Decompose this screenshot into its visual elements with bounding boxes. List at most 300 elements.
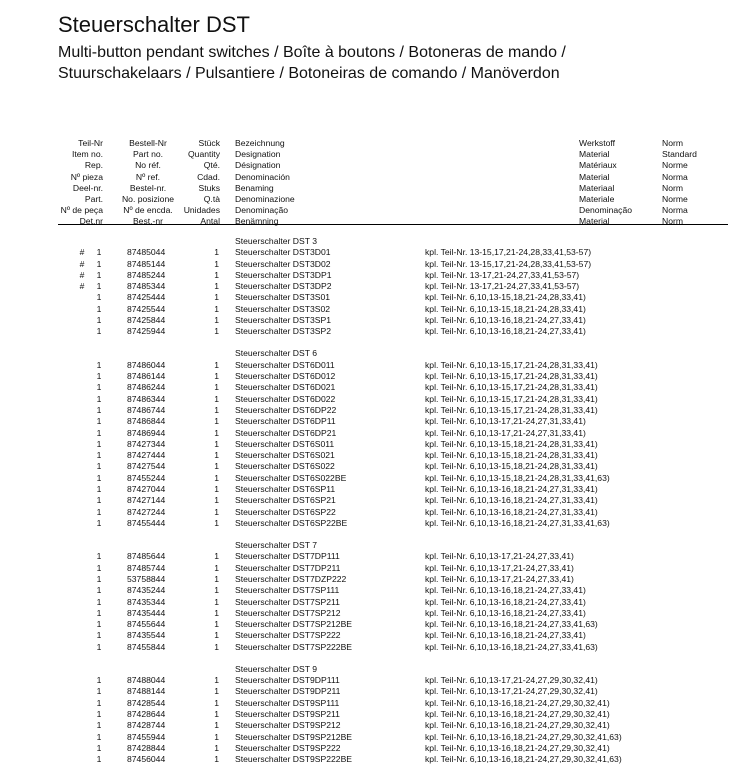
- row-part-no: 87428544: [127, 697, 166, 708]
- row-quantity: 1: [214, 585, 219, 596]
- row-quantity: 1: [214, 607, 219, 618]
- header-label-norm: Norma: [662, 205, 688, 216]
- row-designation: Steuerschalter DST3DP2: [235, 281, 332, 292]
- row-item-no: 1: [96, 731, 102, 742]
- header-label-norm: Norme: [662, 160, 688, 171]
- row-quantity: 1: [214, 742, 219, 753]
- row-remark: kpl. Teil-Nr. 6,10,13-16,18,21-24,27,31,33,41): [425, 506, 598, 517]
- row-designation: Steuerschalter DST7DZP222: [235, 573, 347, 584]
- row-item-no: 1: [96, 382, 102, 393]
- header-label-teil-nr: Item no.: [71, 149, 103, 160]
- row-designation: Steuerschalter DST3SP2: [235, 326, 332, 337]
- row-remark: kpl. Teil-Nr. 6,10,13-16,18,21-24,27,33,41): [425, 326, 586, 337]
- header-label-bestell-nr: No réf.: [135, 160, 161, 171]
- row-remark: kpl. Teil-Nr. 6,10,13-15,18,21-24,28,33,41): [425, 303, 586, 314]
- row-quantity: 1: [214, 359, 219, 370]
- table-row: [0, 292, 748, 303]
- row-remark: kpl. Teil-Nr. 6,10,13-15,17,21-24,28,31,33,41): [425, 382, 598, 393]
- row-designation: Steuerschalter DST6DP11: [235, 416, 336, 427]
- row-designation: Steuerschalter DST6S022: [235, 461, 335, 472]
- row-part-no: 87455244: [127, 472, 166, 483]
- row-item-no: 1: [96, 720, 102, 731]
- row-designation: Steuerschalter DST6DP22: [235, 404, 337, 415]
- row-quantity: 1: [214, 686, 219, 697]
- row-part-no: 87455644: [127, 619, 166, 630]
- row-part-no: 87428744: [127, 720, 166, 731]
- row-item-no: 1: [96, 258, 102, 269]
- header-label-bezeichnung: Désignation: [235, 160, 281, 171]
- row-remark: kpl. Teil-Nr. 6,10,13-15,18,21-24,28,31,33,41): [425, 461, 598, 472]
- row-mark: #: [79, 247, 85, 258]
- row-item-no: 1: [96, 404, 102, 415]
- row-designation: Steuerschalter DST3S01: [235, 292, 331, 303]
- row-item-no: 1: [96, 326, 102, 337]
- row-designation: Steuerschalter DST9SP222BE: [235, 754, 353, 765]
- row-remark: kpl. Teil-Nr. 6,10,13-15,17,21-24,28,31,33,41): [425, 371, 598, 382]
- row-item-no: 1: [96, 562, 102, 573]
- row-part-no: 87488044: [127, 675, 166, 686]
- row-designation: Steuerschalter DST9DP211: [235, 686, 341, 697]
- row-part-no: 87486244: [127, 382, 166, 393]
- row-quantity: 1: [214, 269, 219, 280]
- row-item-no: 1: [96, 472, 102, 483]
- row-remark: kpl. Teil-Nr. 6,10,13-16,18,21-24,27,29,30,32,41): [425, 697, 610, 708]
- row-designation: Steuerschalter DST6SP22: [235, 506, 336, 517]
- row-designation: Steuerschalter DST6S021: [235, 450, 335, 461]
- row-designation: Steuerschalter DST9SP111: [235, 697, 340, 708]
- group-spacer: [0, 529, 748, 540]
- table-row: [0, 675, 748, 686]
- header-label-werkstoff: Material: [579, 216, 610, 227]
- row-part-no: 87485144: [127, 258, 166, 269]
- row-remark: kpl. Teil-Nr. 13-17,21-24,27,33,41,53-57): [425, 269, 580, 280]
- row-designation: Steuerschalter DST9SP212: [235, 720, 341, 731]
- row-mark: #: [79, 269, 85, 280]
- header-bezeichnung: [235, 138, 355, 228]
- row-quantity: 1: [214, 292, 219, 303]
- row-quantity: 1: [214, 720, 219, 731]
- header-label-bezeichnung: Denominação: [235, 205, 289, 216]
- parts-table: [0, 236, 748, 765]
- row-item-no: 1: [96, 416, 102, 427]
- row-remark: kpl. Teil-Nr. 6,10,13-16,18,21-24,27,33,41): [425, 607, 586, 618]
- row-item-no: 1: [96, 506, 102, 517]
- row-part-no: 87488144: [127, 686, 166, 697]
- table-row: [0, 360, 748, 371]
- row-remark: kpl. Teil-Nr. 13-17,21-24,27,33,41,53-57): [425, 281, 580, 292]
- header-stueck: [172, 138, 220, 228]
- row-item-no: 1: [96, 461, 102, 472]
- row-quantity: 1: [214, 303, 219, 314]
- row-quantity: 1: [214, 258, 219, 269]
- header-label-werkstoff: Materiaal: [579, 182, 615, 193]
- table-row: [0, 495, 748, 506]
- header-label-bestell-nr: Bestel-nr.: [129, 182, 167, 193]
- row-remark: kpl. Teil-Nr. 6,10,13-15,17,21-24,28,31,33,41): [425, 404, 598, 415]
- row-quantity: 1: [214, 495, 219, 506]
- row-part-no: 87425444: [127, 292, 166, 303]
- group-spacer: [0, 653, 748, 664]
- row-quantity: 1: [214, 619, 219, 630]
- row-item-no: 1: [96, 630, 102, 641]
- row-quantity: 1: [214, 517, 219, 528]
- row-item-no: 1: [96, 303, 102, 314]
- row-item-no: 1: [96, 754, 102, 765]
- row-remark: kpl. Teil-Nr. 6,10,13-16,18,21-24,27,33,41): [425, 596, 586, 607]
- table-row: [0, 382, 748, 393]
- row-part-no: 53758844: [127, 573, 166, 584]
- row-item-no: 1: [96, 607, 102, 618]
- row-quantity: 1: [214, 562, 219, 573]
- header-label-bezeichnung: Denominación: [235, 171, 290, 182]
- row-part-no: 87435244: [127, 585, 166, 596]
- row-item-no: 1: [96, 484, 102, 495]
- row-quantity: 1: [214, 708, 219, 719]
- table-row: [0, 597, 748, 608]
- row-quantity: 1: [214, 596, 219, 607]
- header-label-bezeichnung: Benämning: [235, 216, 279, 227]
- row-remark: kpl. Teil-Nr. 6,10,13-17,21-24,27,33,41): [425, 551, 574, 562]
- row-designation: Steuerschalter DST6SP11: [235, 484, 336, 495]
- table-row: [0, 247, 748, 258]
- group-heading: [0, 540, 748, 551]
- table-row: [0, 450, 748, 461]
- header-label-teil-nr: Det.nr: [79, 216, 103, 227]
- page-title: Steuerschalter DST: [58, 12, 250, 37]
- table-row: [0, 732, 748, 743]
- row-part-no: 87486844: [127, 416, 166, 427]
- row-quantity: 1: [214, 573, 219, 584]
- row-remark: kpl. Teil-Nr. 6,10,13-16,18,21-24,27,33,41): [425, 315, 586, 326]
- row-part-no: 87485644: [127, 551, 166, 562]
- group-heading-text: Steuerschalter DST 3: [235, 236, 317, 246]
- table-row: [0, 709, 748, 720]
- table-row: [0, 551, 748, 562]
- row-quantity: 1: [214, 551, 219, 562]
- row-quantity: 1: [214, 697, 219, 708]
- row-quantity: 1: [214, 484, 219, 495]
- row-designation: Steuerschalter DST3DP1: [235, 269, 332, 280]
- row-remark: kpl. Teil-Nr. 6,10,13-16,18,21-24,27,33,41,63): [425, 641, 598, 652]
- header-label-stueck: Stuks: [198, 182, 220, 193]
- row-item-no: 1: [96, 393, 102, 404]
- row-remark: kpl. Teil-Nr. 6,10,13-16,18,21-24,27,29,30,32,41,63): [425, 731, 622, 742]
- header-label-stueck: Stück: [198, 138, 220, 148]
- table-row: [0, 281, 748, 292]
- row-quantity: 1: [214, 461, 219, 472]
- row-designation: Steuerschalter DST7SP222BE: [235, 641, 353, 652]
- table-row: [0, 507, 748, 518]
- row-part-no: 87425944: [127, 326, 166, 337]
- row-remark: kpl. Teil-Nr. 6,10,13-15,18,21-24,28,31,33,41): [425, 450, 598, 461]
- header-label-stueck: Q.tà: [203, 194, 220, 205]
- row-item-no: 1: [96, 315, 102, 326]
- header-label-bestell-nr: Nº ref.: [135, 171, 161, 182]
- row-remark: kpl. Teil-Nr. 6,10,13-16,18,21-24,27,29,30,32,41): [425, 708, 610, 719]
- row-quantity: 1: [214, 326, 219, 337]
- header-label-stueck: Unidades: [183, 205, 220, 216]
- row-remark: kpl. Teil-Nr. 6,10,13-15,17,21-24,28,31,33,41): [425, 359, 598, 370]
- row-remark: kpl. Teil-Nr. 6,10,13-17,21-24,27,29,30,32,41): [425, 686, 598, 697]
- row-part-no: 87455844: [127, 641, 166, 652]
- row-designation: Steuerschalter DST9SP222: [235, 742, 341, 753]
- row-part-no: 87486144: [127, 371, 166, 382]
- header-label-stueck: Cdad.: [197, 171, 220, 182]
- row-remark: kpl. Teil-Nr. 6,10,13-17,21-24,27,29,30,32,41): [425, 675, 598, 686]
- header-label-stueck: Qté.: [203, 160, 220, 171]
- row-part-no: 87425844: [127, 315, 166, 326]
- group-heading: [0, 236, 748, 247]
- row-designation: Steuerschalter DST6D011: [235, 359, 335, 370]
- row-item-no: 1: [96, 742, 102, 753]
- header-norm: [662, 138, 722, 228]
- group-heading-text: Steuerschalter DST 7: [235, 540, 317, 551]
- row-designation: Steuerschalter DST6SP22BE: [235, 517, 348, 528]
- row-remark: kpl. Teil-Nr. 6,10,13-16,18,21-24,27,31,33,41): [425, 484, 598, 495]
- table-row: [0, 473, 748, 484]
- row-part-no: 87456044: [127, 754, 166, 765]
- header-label-bestell-nr: Best.-nr: [132, 216, 164, 227]
- row-designation: Steuerschalter DST9DP111: [235, 675, 340, 686]
- table-row: [0, 270, 748, 281]
- table-row: [0, 585, 748, 596]
- table-row: [0, 484, 748, 495]
- table-row: [0, 608, 748, 619]
- row-item-no: 1: [96, 292, 102, 303]
- row-item-no: 1: [96, 281, 102, 292]
- row-designation: Steuerschalter DST3SP1: [235, 315, 332, 326]
- table-row: [0, 698, 748, 709]
- table-row: [0, 518, 748, 529]
- row-quantity: 1: [214, 371, 219, 382]
- row-designation: Steuerschalter DST7SP211: [235, 596, 340, 607]
- row-item-no: 1: [96, 686, 102, 697]
- row-designation: Steuerschalter DST6S011: [235, 438, 335, 449]
- row-designation: Steuerschalter DST3D02: [235, 258, 331, 269]
- row-quantity: 1: [214, 416, 219, 427]
- subtitle-line: Multi-button pendant switches / Boîte à boutons / Botoneras de mando /: [58, 44, 566, 61]
- row-remark: kpl. Teil-Nr. 6,10,13-16,18,21-24,27,33,41): [425, 585, 586, 596]
- row-part-no: 87435344: [127, 596, 166, 607]
- row-remark: kpl. Teil-Nr. 6,10,13-17,21-24,27,31,33,41): [425, 427, 586, 438]
- row-quantity: 1: [214, 675, 219, 686]
- group-heading-text: Steuerschalter DST 9: [235, 663, 317, 674]
- row-quantity: 1: [214, 438, 219, 449]
- header-label-werkstoff: Material: [579, 149, 610, 160]
- row-remark: kpl. Teil-Nr. 6,10,13-15,17,21-24,28,31,33,41): [425, 393, 598, 404]
- row-designation: Steuerschalter DST7DP111: [235, 551, 340, 562]
- row-quantity: 1: [214, 281, 219, 292]
- row-designation: Steuerschalter DST6D012: [235, 371, 336, 382]
- row-designation: Steuerschalter DST9SP211: [235, 708, 340, 719]
- row-remark: kpl. Teil-Nr. 6,10,13-15,18,21-24,28,33,41): [425, 292, 586, 303]
- row-item-no: 1: [96, 619, 102, 630]
- row-quantity: 1: [214, 731, 219, 742]
- row-designation: Steuerschalter DST7SP222: [235, 630, 341, 641]
- table-row: [0, 720, 748, 731]
- row-item-no: 1: [96, 573, 102, 584]
- row-designation: Steuerschalter DST6D022: [235, 393, 336, 404]
- row-part-no: 87455444: [127, 517, 166, 528]
- row-remark: kpl. Teil-Nr. 6,10,13-15,18,21-24,28,31,33,41): [425, 438, 598, 449]
- row-quantity: 1: [214, 393, 219, 404]
- header-label-teil-nr: Part.: [84, 194, 103, 205]
- header-label-bezeichnung: Benaming: [235, 182, 274, 193]
- header-label-bezeichnung: Designation: [235, 149, 281, 160]
- group-heading: [0, 348, 748, 359]
- header-werkstoff: [579, 138, 654, 228]
- row-part-no: 87427544: [127, 461, 166, 472]
- header-label-bestell-nr: Part no.: [132, 149, 164, 160]
- row-designation: Steuerschalter DST3S02: [235, 303, 331, 314]
- row-quantity: 1: [214, 754, 219, 765]
- group-heading-text: Steuerschalter DST 6: [235, 348, 317, 359]
- row-part-no: 87435544: [127, 630, 166, 641]
- header-label-norm: Norme: [662, 194, 688, 205]
- row-item-no: 1: [96, 596, 102, 607]
- row-item-no: 1: [96, 551, 102, 562]
- row-remark: kpl. Teil-Nr. 13-15,17,21-24,28,33,41,53-57): [425, 258, 592, 269]
- header-label-bezeichnung: Denominazione: [235, 194, 295, 205]
- header-divider: [58, 224, 728, 225]
- row-designation: Steuerschalter DST7SP212BE: [235, 619, 353, 630]
- page-subtitle: [58, 42, 738, 84]
- header-label-werkstoff: Material: [579, 171, 610, 182]
- row-quantity: 1: [214, 382, 219, 393]
- row-remark: kpl. Teil-Nr. 6,10,13-16,18,21-24,27,29,30,32,41): [425, 720, 610, 731]
- header-label-norm: Norma: [662, 171, 688, 182]
- table-row: [0, 394, 748, 405]
- row-remark: kpl. Teil-Nr. 6,10,13-17,21-24,27,31,33,41): [425, 416, 586, 427]
- row-part-no: 87485244: [127, 269, 166, 280]
- row-item-no: 1: [96, 708, 102, 719]
- table-row: [0, 326, 748, 337]
- row-quantity: 1: [214, 247, 219, 258]
- row-item-no: 1: [96, 675, 102, 686]
- row-part-no: 87427144: [127, 495, 166, 506]
- row-mark: #: [79, 281, 85, 292]
- group-heading: [0, 664, 748, 675]
- table-row: [0, 754, 748, 765]
- header-label-bestell-nr: Nº de encda.: [123, 205, 173, 216]
- header-label-werkstoff: Materiale: [579, 194, 615, 205]
- row-item-no: 1: [96, 450, 102, 461]
- row-remark: kpl. Teil-Nr. 6,10,13-16,18,21-24,27,33,41,63): [425, 619, 598, 630]
- row-item-no: 1: [96, 585, 102, 596]
- row-part-no: 87435444: [127, 607, 166, 618]
- table-row: [0, 315, 748, 326]
- row-part-no: 87428844: [127, 742, 166, 753]
- header-label-norm: Norm: [662, 138, 684, 148]
- row-remark: kpl. Teil-Nr. 6,10,13-15,18,21-24,28,31,33,41,63): [425, 472, 610, 483]
- table-row: [0, 563, 748, 574]
- row-item-no: 1: [96, 438, 102, 449]
- row-quantity: 1: [214, 472, 219, 483]
- header-label-werkstoff: Werkstoff: [579, 138, 615, 148]
- row-remark: kpl. Teil-Nr. 6,10,13-16,18,21-24,27,31,33,41): [425, 495, 598, 506]
- row-item-no: 1: [96, 359, 102, 370]
- row-part-no: 87428644: [127, 708, 166, 719]
- table-row: [0, 428, 748, 439]
- row-designation: Steuerschalter DST7DP211: [235, 562, 341, 573]
- row-quantity: 1: [214, 641, 219, 652]
- row-part-no: 87486044: [127, 359, 166, 370]
- row-remark: kpl. Teil-Nr. 6,10,13-16,18,21-24,27,29,30,32,41): [425, 742, 610, 753]
- table-row: [0, 619, 748, 630]
- row-quantity: 1: [214, 427, 219, 438]
- row-part-no: 87427244: [127, 506, 166, 517]
- row-item-no: 1: [96, 697, 102, 708]
- header-label-teil-nr: Nº de peça: [60, 205, 103, 216]
- header-label-stueck: Quantity: [187, 149, 220, 160]
- row-item-no: 1: [96, 269, 102, 280]
- table-row: [0, 371, 748, 382]
- group-spacer: [0, 338, 748, 349]
- table-row: [0, 439, 748, 450]
- row-item-no: 1: [96, 641, 102, 652]
- row-item-no: 1: [96, 247, 102, 258]
- row-part-no: 87486944: [127, 427, 166, 438]
- row-part-no: 87427044: [127, 484, 166, 495]
- row-item-no: 1: [96, 517, 102, 528]
- table-row: [0, 686, 748, 697]
- header-label-teil-nr: Nº pieza: [70, 171, 103, 182]
- row-quantity: 1: [214, 506, 219, 517]
- row-designation: Steuerschalter DST6D021: [235, 382, 336, 393]
- header-label-werkstoff: Denominação: [579, 205, 633, 216]
- table-row: [0, 259, 748, 270]
- row-part-no: 87485344: [127, 281, 166, 292]
- header-label-bezeichnung: Bezeichnung: [235, 138, 285, 148]
- row-quantity: 1: [214, 404, 219, 415]
- row-item-no: 1: [96, 371, 102, 382]
- row-remark: kpl. Teil-Nr. 6,10,13-17,21-24,27,33,41): [425, 562, 574, 573]
- row-remark: kpl. Teil-Nr. 6,10,13-17,21-24,27,33,41): [425, 573, 574, 584]
- row-part-no: 87486344: [127, 393, 166, 404]
- table-row: [0, 574, 748, 585]
- header-label-werkstoff: Matériaux: [579, 160, 617, 171]
- table-row: [0, 405, 748, 416]
- header-label-teil-nr: Teil-Nr: [78, 138, 103, 148]
- table-row: [0, 416, 748, 427]
- row-designation: Steuerschalter DST6SP21: [235, 495, 336, 506]
- row-part-no: 87455944: [127, 731, 166, 742]
- table-row: [0, 642, 748, 653]
- row-quantity: 1: [214, 315, 219, 326]
- header-label-teil-nr: Rep.: [84, 160, 103, 171]
- row-remark: kpl. Teil-Nr. 6,10,13-16,18,21-24,27,31,33,41,63): [425, 517, 610, 528]
- row-item-no: 1: [96, 427, 102, 438]
- row-designation: Steuerschalter DST6S022BE: [235, 472, 347, 483]
- row-remark: kpl. Teil-Nr. 6,10,13-16,18,21-24,27,29,30,32,41,63): [425, 754, 622, 765]
- header-label-norm: Norm: [662, 216, 684, 227]
- row-designation: Steuerschalter DST3D01: [235, 247, 331, 258]
- table-row: [0, 461, 748, 472]
- row-designation: Steuerschalter DST9SP212BE: [235, 731, 353, 742]
- row-part-no: 87427444: [127, 450, 166, 461]
- row-quantity: 1: [214, 450, 219, 461]
- header-label-stueck: Antal: [200, 216, 220, 227]
- row-designation: Steuerschalter DST6DP21: [235, 427, 337, 438]
- row-remark: kpl. Teil-Nr. 13-15,17,21-24,28,33,41,53-57): [425, 247, 592, 258]
- header-teil-nr: [40, 138, 103, 228]
- header-label-bestell-nr: No. posizione: [121, 194, 175, 205]
- header-label-norm: Norm: [662, 182, 684, 193]
- row-part-no: 87485044: [127, 247, 166, 258]
- header-label-bestell-nr: Bestell-Nr: [129, 138, 167, 148]
- row-item-no: 1: [96, 495, 102, 506]
- table-row: [0, 630, 748, 641]
